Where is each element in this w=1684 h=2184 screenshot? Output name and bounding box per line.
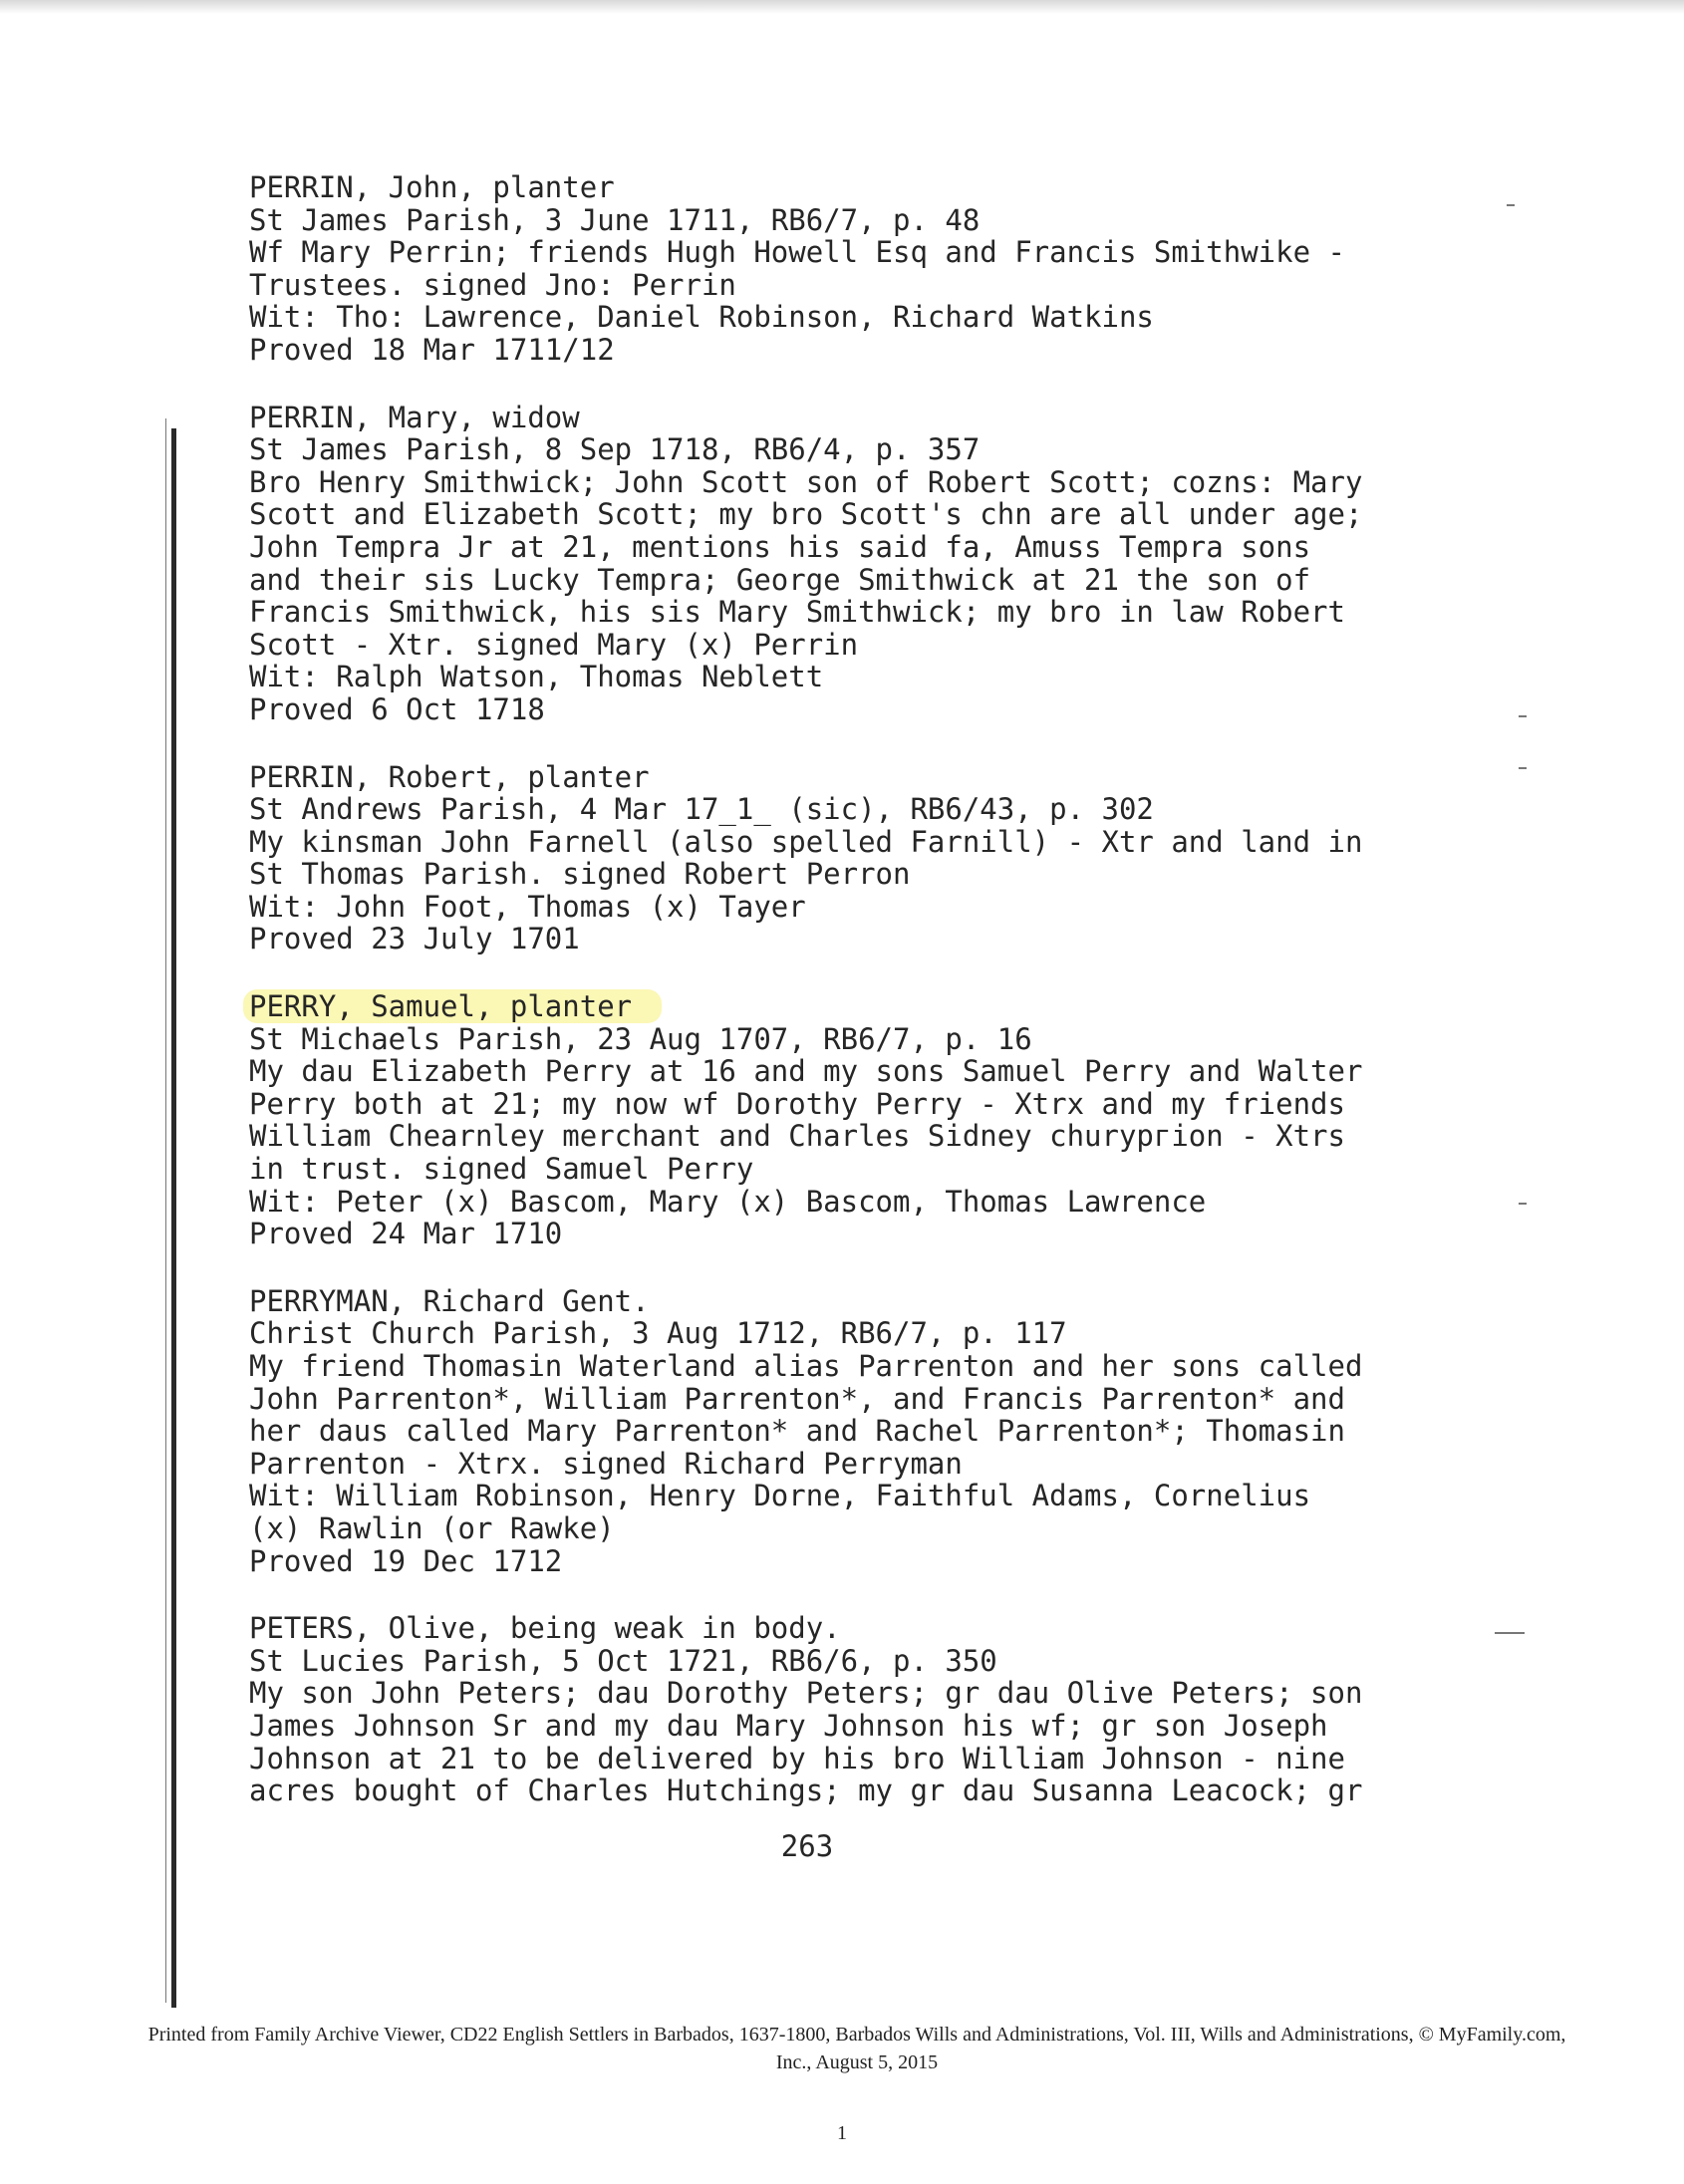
entry-line: William Chearnley merchant and Charles Sidney churургion - Xtrs	[249, 1119, 1345, 1154]
entry-line: Perry both at 21; my now wf Dorothy Perry - Xtrx and my friends	[249, 1086, 1345, 1121]
print-footer	[50, 2021, 1664, 2076]
entry-line: My kinsman John Farnell (also spelled Farnill) - Xtr and land in	[249, 824, 1363, 859]
entry-heading: PERRIN, Mary, widow	[249, 400, 580, 434]
entry-line: Scott and Elizabeth Scott; my bro Scott's chn are all under age;	[249, 497, 1363, 532]
entry-line: My son John Peters; dau Dorothy Peters; gr dau Olive Peters; son	[249, 1676, 1363, 1711]
binding-edge-bar	[171, 428, 176, 2008]
entry-line: James Johnson Sr and my dau Mary Johnson his wf; gr son Joseph	[249, 1708, 1328, 1743]
entry-line: St Andrews Parish, 4 Mar 17_1_ (sic), RB6/43, p. 302	[249, 792, 1154, 827]
footer-date-line: Inc., August 5, 2015	[775, 2051, 939, 2073]
entry-heading: PETERS, Olive, being weak in body.	[249, 1611, 841, 1646]
entry-line: Wit: William Robinson, Henry Dorne, Faithful Adams, Cornelius	[249, 1479, 1311, 1513]
entry-line: Wf Mary Perrin; friends Hugh Howell Esq and Francis Smithwike -	[249, 235, 1345, 270]
entry-heading: PERRIN, Robert, planter	[249, 759, 650, 794]
entry-heading-highlighted	[249, 990, 1405, 1023]
entry-line: Wit: Tho: Lawrence, Daniel Robinson, Richard Watkins	[249, 300, 1154, 335]
entry-peters-olive	[249, 1612, 1405, 1807]
scan-speck	[1507, 204, 1515, 206]
entry-line: acres bought of Charles Hutchings; my gr dau Susanna Leacock; gr	[249, 1774, 1363, 1808]
entry-line: St Lucies Parish, 5 Oct 1721, RB6/6, p. 350	[249, 1643, 997, 1678]
entry-line: Wit: Peter (x) Bascom, Mary (x) Bascom, Thomas Lawrence	[249, 1184, 1207, 1219]
entry-perrin-robert	[249, 761, 1405, 956]
entry-line: Bro Henry Smithwick; John Scott son of Robert Scott; cozns: Mary	[249, 464, 1363, 499]
entry-line: Proved 18 Mar 1711/12	[249, 332, 615, 367]
entry-line: Proved 24 Mar 1710	[249, 1217, 563, 1251]
entry-line: Wit: Ralph Watson, Thomas Neblett	[249, 660, 824, 694]
entry-line: My friend Thomasin Waterland alias Parrenton and her sons called	[249, 1349, 1363, 1383]
entry-line: Francis Smithwick, his sis Mary Smithwick; my bro in law Robert	[249, 595, 1345, 630]
entry-line: Parrenton - Xtrx. signed Richard Perryman	[249, 1446, 963, 1481]
binding-edge-line	[165, 418, 166, 2003]
entry-line: Christ Church Parish, 3 Aug 1712, RB6/7, p. 117	[249, 1316, 1067, 1351]
entry-perrin-mary	[249, 402, 1405, 726]
entry-line: Proved 6 Oct 1718	[249, 691, 545, 726]
entry-line: St James Parish, 8 Sep 1718, RB6/4, p. 357	[249, 432, 981, 467]
footer-page-number: 1	[837, 2122, 847, 2144]
entry-line: Proved 19 Dec 1712	[249, 1543, 563, 1578]
highlight-mark: PERRY, Samuel, planter	[243, 989, 662, 1023]
entry-line: John Tempra Jr at 21, mentions his said fa, Amuss Tempra sons	[249, 529, 1311, 564]
footer-source-line: Printed from Family Archive Viewer, CD22 English Settlers in Barbados, 1637-1800, Barbados Wills and Administrations, Vol. III, Wills and Administrations, © MyFamily.com,	[147, 2024, 1566, 2046]
entry-perryman-richard	[249, 1285, 1405, 1577]
entry-heading: PERRIN, John, planter	[249, 170, 615, 204]
entry-perrin-john	[249, 171, 1405, 367]
entry-line: Scott - Xtr. signed Mary (x) Perrin	[249, 627, 859, 662]
entry-line: (x) Rawlin (or Rawke)	[249, 1510, 615, 1545]
entry-line: St James Parish, 3 June 1711, RB6/7, p. 48	[249, 202, 981, 237]
entry-line: and their sis Lucky Tempra; George Smithwick at 21 the son of	[249, 562, 1311, 597]
entry-line: Johnson at 21 to be delivered by his bro William Johnson - nine	[249, 1741, 1345, 1775]
scan-speck	[1519, 715, 1527, 717]
scan-speck	[1519, 1203, 1527, 1205]
entry-line: Wit: John Foot, Thomas (x) Tayer	[249, 889, 806, 924]
entry-line: St Thomas Parish. signed Robert Perron	[249, 857, 911, 892]
entry-line: her daus called Mary Parrenton* and Rachel Parrenton*; Thomasin	[249, 1414, 1345, 1449]
scan-top-shadow	[0, 0, 1684, 14]
entry-line: John Parrenton*, William Parrenton*, and Francis Parrenton* and	[249, 1381, 1345, 1416]
entry-perry-samuel	[249, 990, 1405, 1250]
will-entries	[249, 171, 1405, 1842]
scan-speck	[1495, 1632, 1525, 1634]
entry-heading: PERRYMAN, Richard Gent.	[249, 1283, 650, 1318]
entry-line: Trustees. signed Jno: Perrin	[249, 267, 736, 302]
entry-line: My dau Elizabeth Perry at 16 and my sons Samuel Perry and Walter	[249, 1054, 1363, 1089]
entry-line: in trust. signed Samuel Perry	[249, 1152, 754, 1187]
entry-line: Proved 23 July 1701	[249, 922, 580, 956]
entry-line: St Michaels Parish, 23 Aug 1707, RB6/7, p. 16	[249, 1021, 1032, 1056]
scan-speck	[1519, 767, 1527, 769]
book-page-number: 263	[780, 1829, 834, 1863]
